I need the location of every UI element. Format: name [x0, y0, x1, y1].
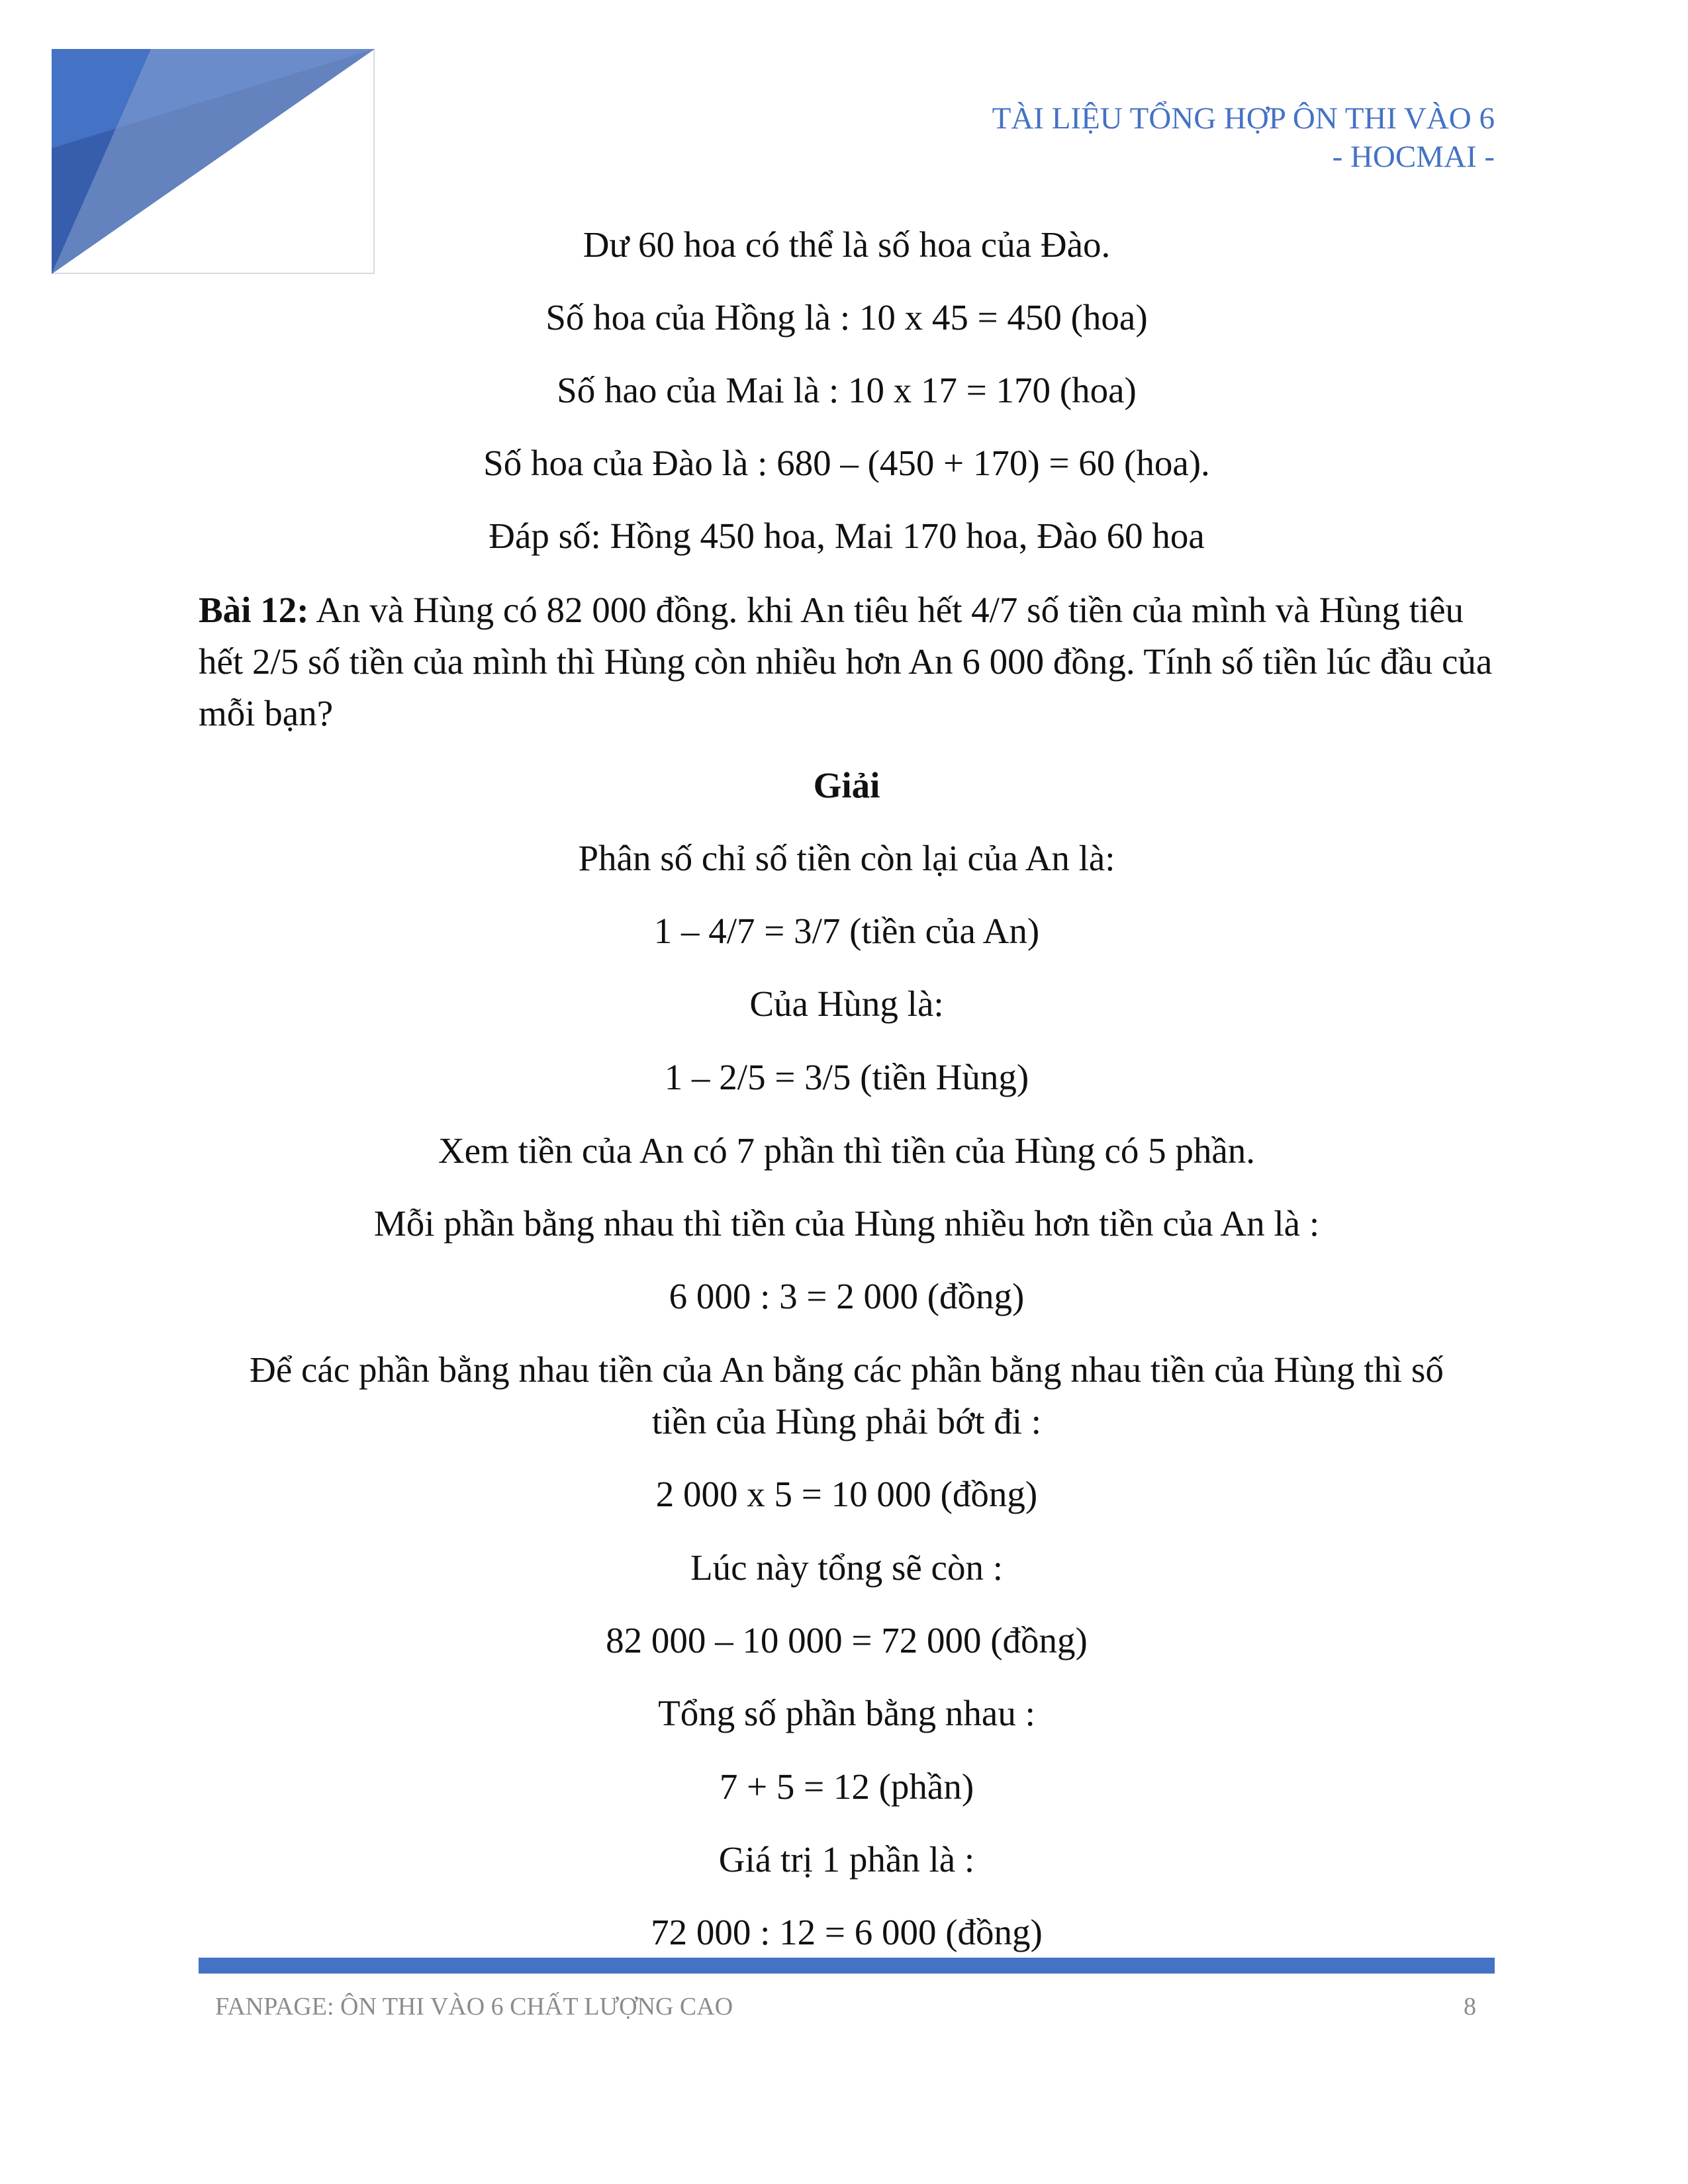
solution-line: 1 – 2/5 = 3/5 (tiền Hùng)	[664, 1057, 1029, 1097]
solution-line: 6 000 : 3 = 2 000 (đồng)	[669, 1276, 1025, 1316]
solution-line: 7 + 5 = 12 (phần)	[719, 1766, 974, 1807]
solution-line: 82 000 – 10 000 = 72 000 (đồng)	[606, 1620, 1088, 1661]
header-subtitle: - HOCMAI -	[1332, 140, 1495, 174]
solution-line: Xem tiền của An có 7 phần thì tiền của Hùng có 5 phần.	[438, 1130, 1256, 1171]
solution-line: Phân số chỉ số tiền còn lại của An là:	[578, 838, 1115, 878]
solution-line: 2 000 x 5 = 10 000 (đồng)	[655, 1474, 1038, 1514]
solution-line: Tổng số phần bằng nhau :	[658, 1693, 1035, 1733]
final-answer-line: Đáp số: Hồng 450 hoa, Mai 170 hoa, Đào 60 hoa	[489, 516, 1205, 556]
document-header	[992, 99, 1495, 176]
solution-line: Lúc này tổng sẽ còn :	[690, 1547, 1003, 1588]
problem-paragraph	[199, 584, 1495, 739]
solution-heading: Giải	[813, 765, 880, 805]
header-title: TÀI LIỆU TỔNG HỢP ÔN THI VÀO 6	[992, 101, 1495, 136]
solution-line: 1 – 4/7 = 3/7 (tiền của An)	[653, 911, 1040, 951]
footer-divider-bar	[199, 1958, 1495, 1974]
solution-line: Mỗi phần bằng nhau thì tiền của Hùng nhiều hơn tiền của An là :	[373, 1203, 1320, 1244]
footer-fanpage: FANPAGE: ÔN THI VÀO 6 CHẤT LƯỢNG CAO	[215, 1993, 733, 2021]
solution-line: Của Hùng là:	[749, 983, 944, 1024]
page-number: 8	[1464, 1993, 1476, 2021]
solution-line-wrapped: tiền của Hùng phải bớt đi :	[651, 1401, 1042, 1441]
answer-line: Số hao của Mai là : 10 x 17 = 170 (hoa)	[557, 370, 1137, 410]
answer-line: Số hoa của Đào là : 680 – (450 + 170) = 60 (hoa).	[483, 443, 1210, 483]
solution-line-wrapped: Để các phần bằng nhau tiền của An bằng các phần bằng nhau tiền của Hùng thì số	[250, 1349, 1444, 1390]
solution-line: Giá trị 1 phần là :	[718, 1839, 975, 1880]
solution-line: 72 000 : 12 = 6 000 (đồng)	[651, 1912, 1043, 1952]
problem-label: Bài 12:	[199, 590, 309, 630]
answer-line: Số hoa của Hồng là : 10 x 45 = 450 (hoa)	[545, 297, 1148, 338]
answer-line: Dư 60 hoa có thể là số hoa của Đào.	[583, 224, 1111, 265]
problem-text: An và Hùng có 82 000 đồng. khi An tiêu hết 4/7 số tiền của mình và Hùng tiêu hết 2/5 số tiền của mình thì Hùng còn nhiều hơn An 6 000 đồng. Tính số tiền lúc đầu của mỗi bạn?	[199, 590, 1493, 733]
